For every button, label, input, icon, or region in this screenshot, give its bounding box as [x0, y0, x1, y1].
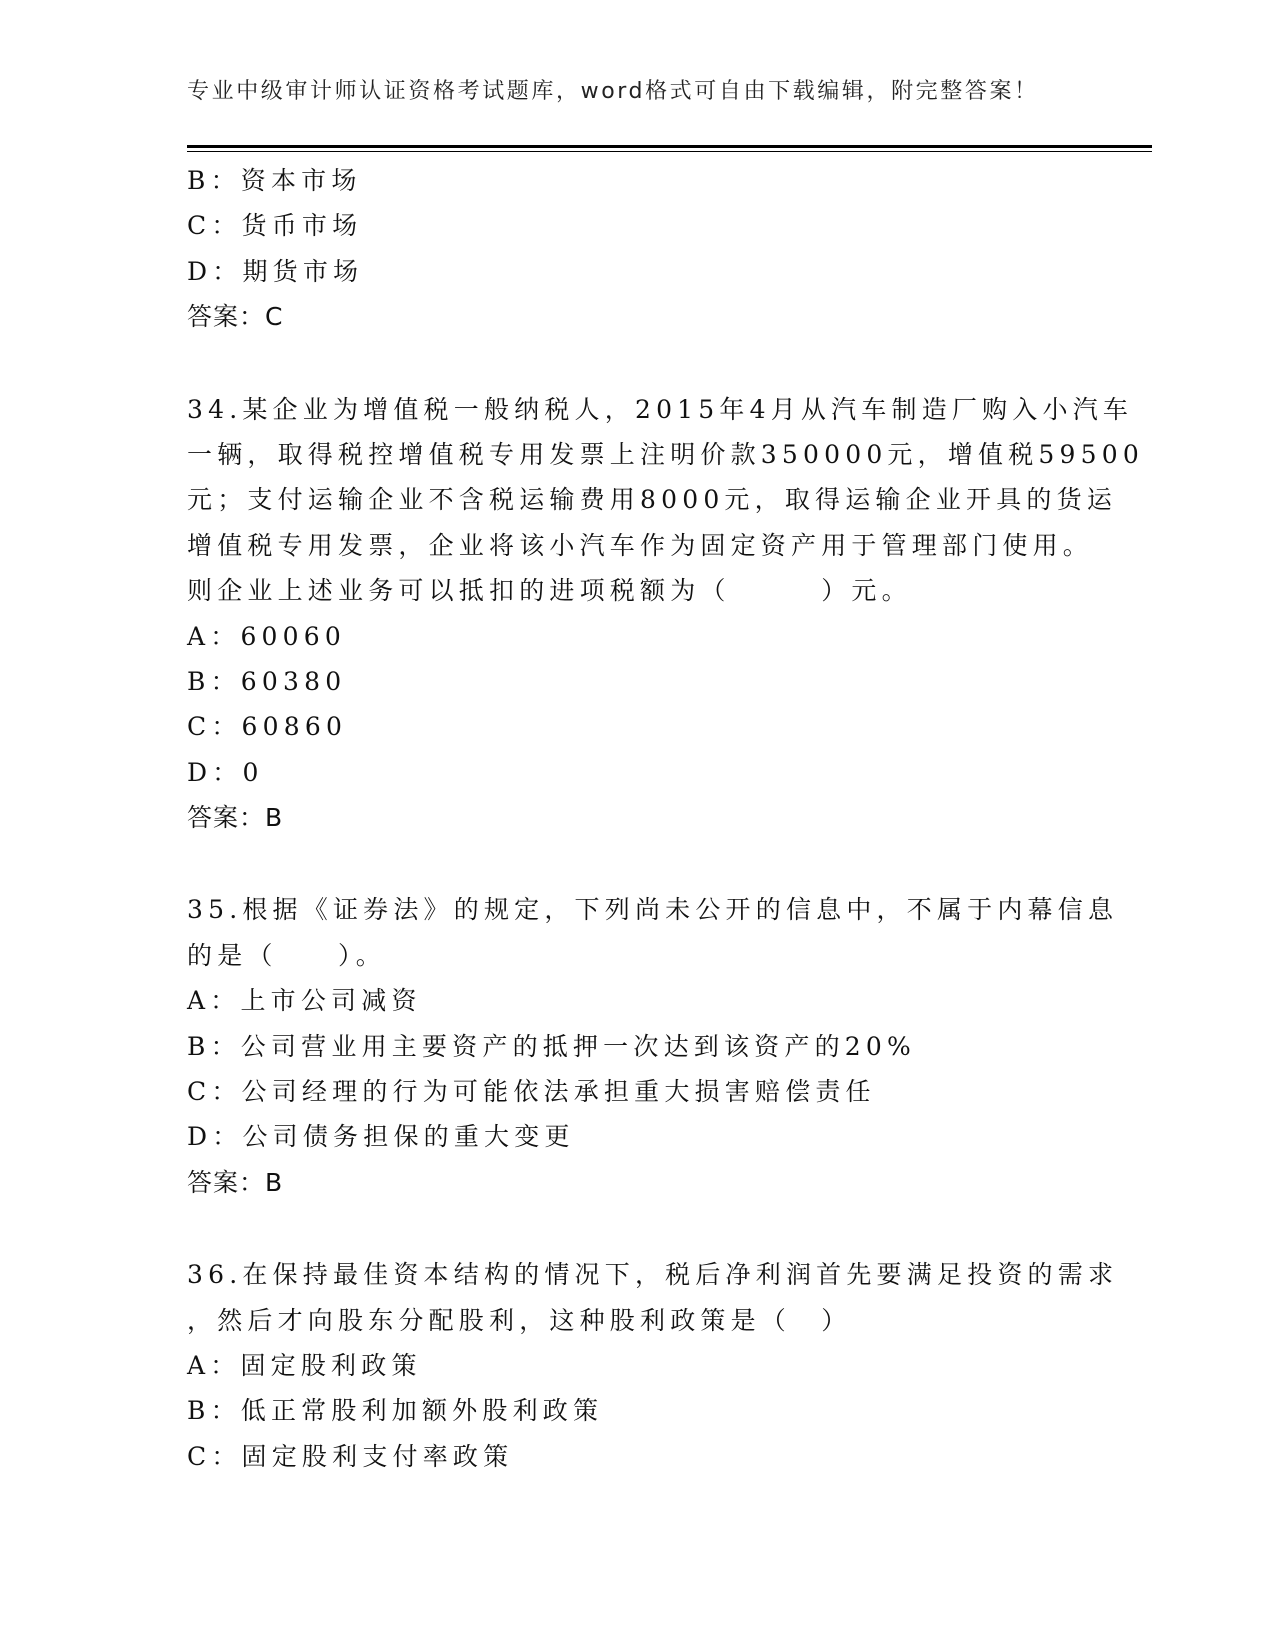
option-b: B：公司营业用主要资产的抵押一次达到该资产的20% — [187, 1031, 916, 1061]
option-d: D：公司债务担保的重大变更 — [187, 1122, 575, 1152]
option-c: C：公司经理的行为可能依法承担重大损害赔偿责任 — [187, 1077, 876, 1107]
question-36 — [187, 1252, 1152, 1479]
option-b: B：60380 — [187, 666, 347, 696]
option-c: C：固定股利支付率政策 — [187, 1441, 514, 1471]
question-stem-line: 则企业上述业务可以抵扣的进项税额为（ ）元。 — [187, 576, 912, 606]
option-b: B：资本市场 — [187, 166, 362, 195]
answer: 答案：C — [187, 302, 284, 332]
option-a: A：固定股利政策 — [187, 1350, 422, 1380]
question-33 — [187, 158, 1152, 340]
answer: 答案：B — [187, 1167, 284, 1197]
question-stem-line: 35.根据《证券法》的规定，下列尚未公开的信息中，不属于内幕信息 — [187, 895, 1119, 925]
question-34 — [187, 387, 1152, 841]
header-rule-thin — [187, 151, 1152, 152]
option-a: A：60060 — [187, 621, 346, 651]
question-content — [187, 158, 1152, 1479]
question-stem-line: 增值税专用发票，企业将该小汽车作为固定资产用于管理部门使用。 — [187, 530, 1094, 560]
question-stem-line: 36.在保持最佳资本结构的情况下，税后净利润首先要满足投资的需求 — [187, 1260, 1119, 1290]
answer: 答案：B — [187, 803, 284, 833]
header-rule-thick — [187, 145, 1152, 148]
option-d: D：期货市场 — [187, 256, 364, 286]
question-stem-line: 的是（ ）。 — [187, 940, 386, 970]
option-a: A：上市公司减资 — [187, 986, 422, 1016]
question-stem-line: 34.某企业为增值税一般纳税人，2015年4月从汽车制造厂购入小汽车 — [187, 394, 1134, 424]
question-35 — [187, 887, 1152, 1205]
option-d: D：0 — [187, 757, 264, 787]
question-stem-line: ，然后才向股东分配股利，这种股利政策是（ ） — [187, 1305, 852, 1335]
option-c: C：货币市场 — [187, 211, 363, 241]
option-c: C：60860 — [187, 712, 348, 742]
question-stem-line: 一辆，取得税控增值税专用发票上注明价款350000元，增值税59500 — [187, 439, 1144, 469]
option-b: B：低正常股利加额外股利政策 — [187, 1396, 604, 1426]
question-stem-line: 元；支付运输企业不含税运输费用8000元，取得运输企业开具的货运 — [187, 485, 1118, 515]
page-header: 专业中级审计师认证资格考试题库，word格式可自由下载编辑，附完整答案！ — [187, 79, 1039, 104]
